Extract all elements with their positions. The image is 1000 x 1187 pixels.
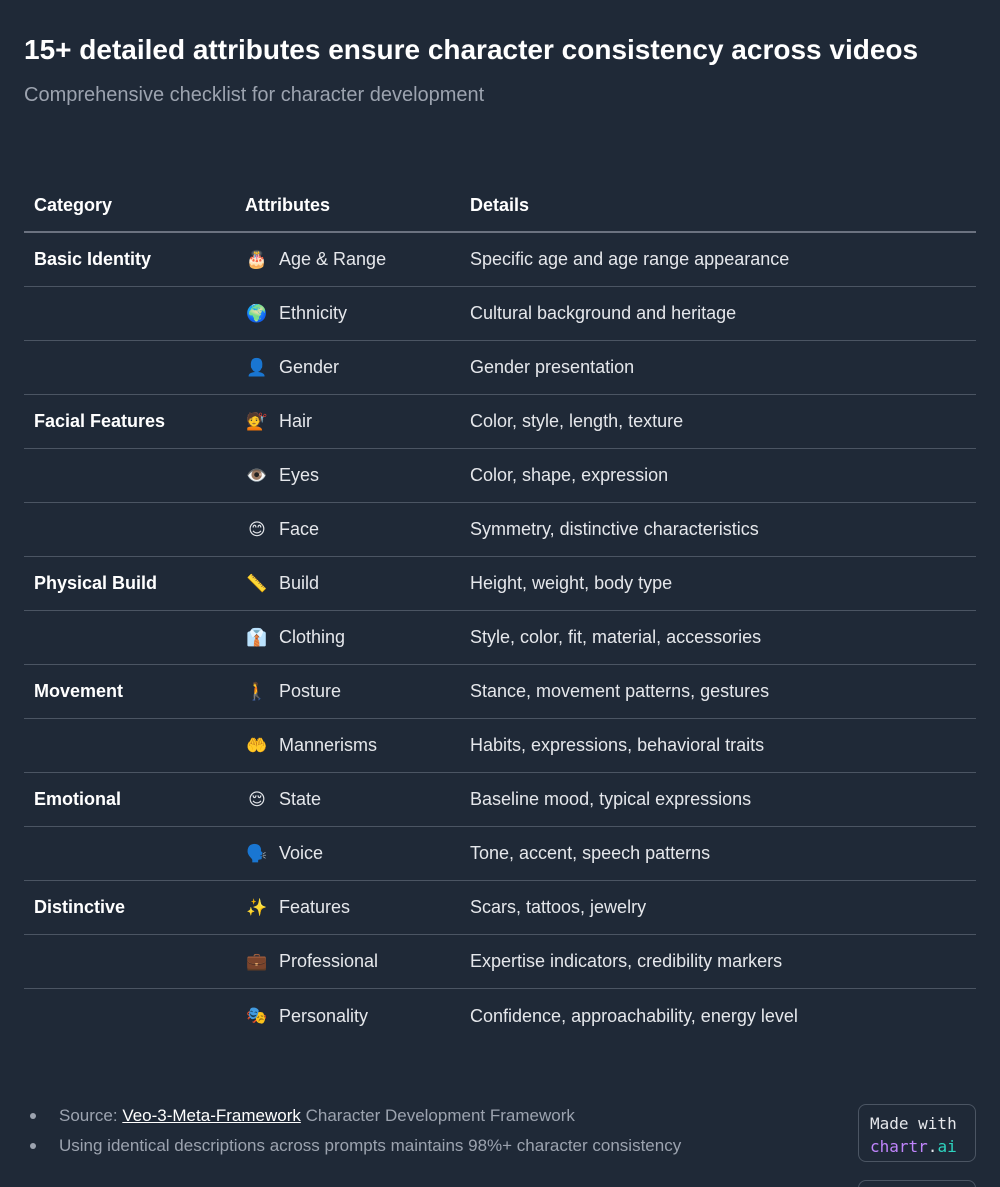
attribute-emoji-icon: 😌 [248, 789, 266, 810]
details-cell: Scars, tattoos, jewelry [470, 897, 647, 917]
attribute-label: Features [279, 897, 351, 917]
category-cell: Emotional [34, 789, 122, 809]
category-cell: Distinctive [34, 897, 126, 917]
attribute-label: Build [279, 573, 320, 593]
attribute-cell [245, 557, 319, 610]
table-row [24, 503, 976, 557]
attribute-emoji-icon: 🎂 [246, 249, 268, 270]
badge-echo [858, 1180, 976, 1187]
details-cell: Color, style, length, texture [470, 411, 684, 431]
made-with-label: Made with [870, 1114, 957, 1133]
attribute-label: Posture [279, 681, 342, 701]
attribute-label: State [279, 789, 322, 809]
attribute-emoji-icon: 👤 [246, 357, 268, 378]
details-cell: Cultural background and heritage [470, 303, 737, 323]
table-row [24, 827, 976, 881]
attribute-label: Ethnicity [279, 303, 348, 323]
table-row [24, 287, 976, 341]
table-row [24, 773, 976, 827]
attribute-emoji-icon: 🗣️ [246, 843, 268, 864]
table-row [24, 395, 976, 449]
table-row [24, 611, 976, 665]
table-body [24, 233, 976, 1043]
details-cell: Habits, expressions, behavioral traits [470, 735, 765, 755]
attribute-emoji-icon: 👔 [246, 627, 268, 648]
attribute-label: Face [279, 519, 320, 539]
attribute-cell [245, 719, 377, 772]
attribute-cell [245, 341, 339, 394]
attribute-emoji-icon: 💇 [246, 411, 268, 432]
attribute-cell [245, 233, 386, 286]
attribute-cell [245, 881, 350, 934]
attribute-cell [245, 287, 347, 340]
table-row [24, 935, 976, 989]
attribute-emoji-icon: 🌍 [246, 303, 268, 324]
details-cell: Tone, accent, speech patterns [470, 843, 711, 863]
source-prefix: Source: [59, 1106, 123, 1125]
table-row [24, 449, 976, 503]
table-header-row [24, 180, 976, 233]
attribute-label: Voice [279, 843, 324, 863]
details-cell: Expertise indicators, credibility markers [470, 951, 783, 971]
attributes-table [24, 180, 976, 1043]
attribute-cell [245, 395, 312, 448]
details-cell: Height, weight, body type [470, 573, 673, 593]
attribute-emoji-icon: 💼 [246, 951, 268, 972]
attribute-cell [245, 611, 345, 664]
details-cell: Confidence, approachability, energy level [470, 1005, 798, 1026]
table-row [24, 989, 976, 1043]
attribute-label: Personality [279, 1005, 369, 1026]
attribute-emoji-icon: 👁️ [246, 465, 268, 486]
column-header-category: Category [34, 195, 113, 215]
details-cell: Color, shape, expression [470, 465, 669, 485]
category-cell: Facial Features [34, 411, 166, 431]
consistency-text: Using identical descriptions across prompts maintains 98%+ character consistency [59, 1136, 682, 1155]
category-cell: Basic Identity [34, 249, 152, 269]
table-row [24, 665, 976, 719]
attribute-emoji-icon: 🚶 [246, 681, 268, 702]
attribute-emoji-icon: 🤲 [246, 735, 268, 756]
source-suffix: Character Development Framework [300, 1106, 575, 1125]
details-cell: Specific age and age range appearance [470, 249, 790, 269]
details-cell: Gender presentation [470, 357, 635, 377]
attribute-emoji-icon: ✨ [246, 897, 268, 918]
table-row [24, 881, 976, 935]
attribute-cell [245, 773, 321, 826]
source-note [30, 1103, 681, 1133]
attribute-cell [245, 449, 319, 502]
column-header-attributes: Attributes [245, 195, 330, 215]
attribute-cell [245, 935, 378, 988]
source-link[interactable]: Veo-3-Meta-Framework [122, 1106, 301, 1125]
footnotes [30, 1103, 681, 1163]
table-row [24, 719, 976, 773]
chart-subtitle: Comprehensive checklist for character development [24, 84, 485, 106]
details-cell: Style, color, fit, material, accessories [470, 627, 762, 647]
brand-logo [870, 1135, 975, 1158]
attribute-emoji-icon: 🎭 [246, 1006, 268, 1026]
category-cell: Movement [34, 681, 124, 701]
attribute-label: Clothing [279, 627, 346, 647]
attribute-label: Professional [279, 951, 379, 971]
attribute-cell [245, 827, 323, 880]
attribute-emoji-icon: 📏 [246, 573, 268, 594]
table-row [24, 341, 976, 395]
attribute-label: Hair [279, 411, 313, 431]
category-cell: Physical Build [34, 573, 158, 593]
attribute-cell [245, 989, 368, 1043]
details-cell: Baseline mood, typical expressions [470, 789, 752, 809]
chart-title: 15+ detailed attributes ensure character consistency across videos [24, 34, 919, 65]
brand-name: chartr [870, 1137, 928, 1156]
consistency-note [30, 1133, 681, 1163]
brand-dot: . [927, 1137, 938, 1156]
attribute-emoji-icon: 😊 [248, 519, 266, 540]
attribute-label: Age & Range [279, 249, 387, 269]
made-with-badge[interactable] [858, 1104, 976, 1162]
details-cell: Stance, movement patterns, gestures [470, 681, 770, 701]
attribute-cell [245, 503, 319, 556]
details-cell: Symmetry, distinctive characteristics [470, 519, 759, 539]
column-header-details: Details [470, 195, 530, 215]
attribute-label: Eyes [279, 465, 320, 485]
table-row [24, 557, 976, 611]
attribute-label: Gender [279, 357, 340, 377]
brand-tld: ai [937, 1137, 957, 1156]
attribute-cell [245, 665, 341, 718]
table-row [24, 233, 976, 287]
attribute-label: Mannerisms [279, 735, 378, 755]
